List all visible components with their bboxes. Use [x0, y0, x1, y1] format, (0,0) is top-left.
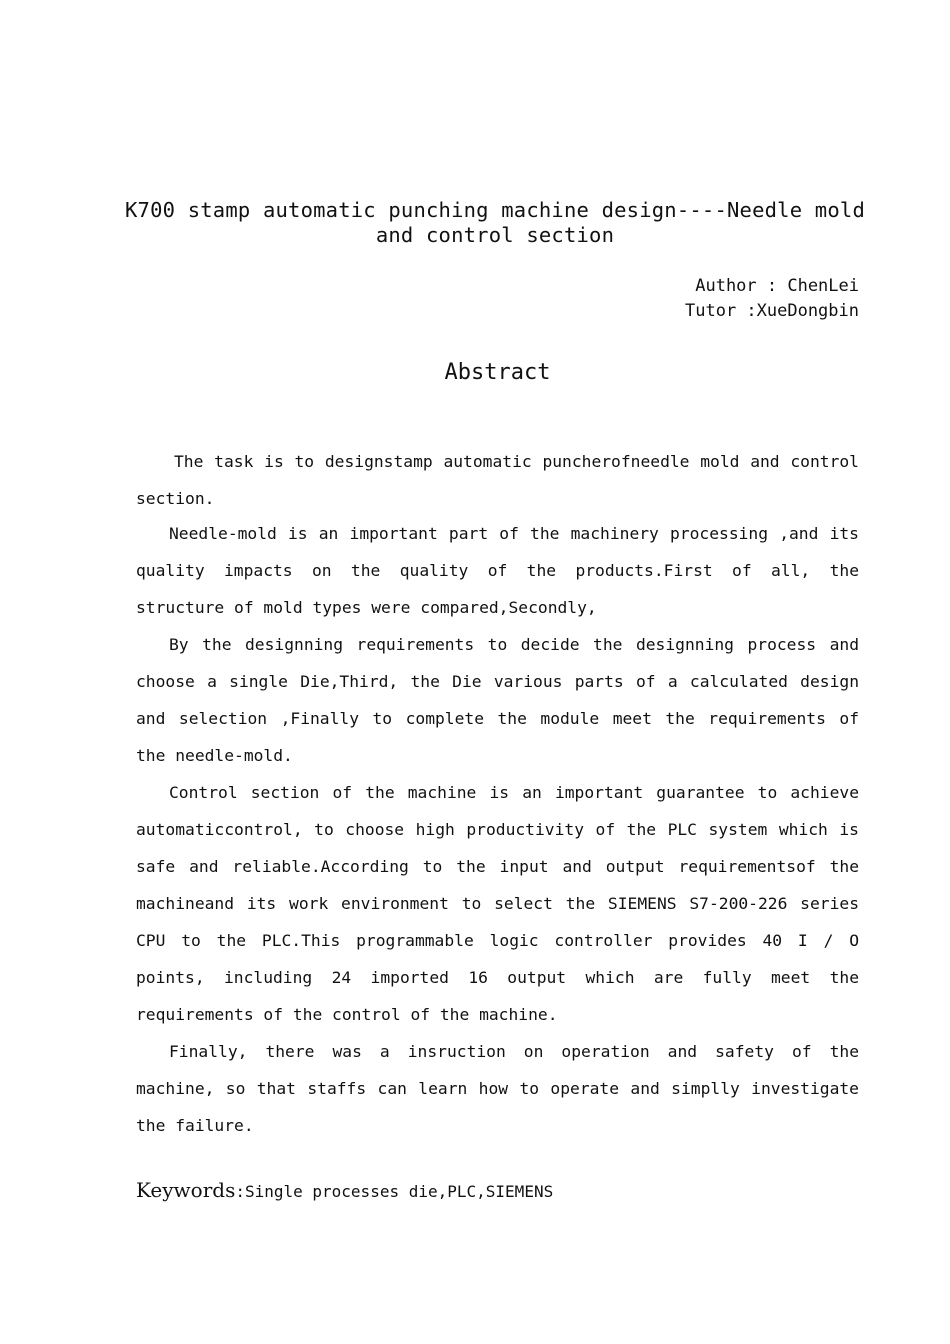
author-line: Author : ChenLei — [695, 276, 859, 296]
abstract-paragraph: By the designning requirements to decide the designning process and choose a single Die,Third, the Die various parts of a calculated design and selection ,Finally to complete the module meet the requirements of the needle-mold. — [136, 635, 859, 765]
title-line-1: K700 stamp automatic punching machine design----Needle mold — [125, 198, 865, 222]
abstract-heading: Abstract — [444, 360, 551, 385]
abstract-paragraph: The task is to designstamp automatic puncherofneedle mold and control section. — [136, 452, 859, 508]
title-line-2: and control section — [375, 223, 615, 247]
byline — [685, 274, 859, 324]
tutor-line: Tutor :XueDongbin — [685, 301, 859, 321]
abstract-paragraph: Finally, there was a insruction on operation and safety of the machine, so that staffs can learn how to operate and simplly investigate the failure. — [136, 1042, 859, 1135]
keywords-value: :Single processes die,PLC,SIEMENS — [235, 1182, 554, 1201]
keywords-label: Keywords — [136, 1178, 236, 1202]
abstract-body — [136, 443, 859, 1144]
abstract-paragraph: Control section of the machine is an important guarantee to achieve automaticcontrol, to choose high productivity of the PLC system which is safe and reliable.According to the input and output requirementsof the machineand its work environment to select the SIEMENS S7-200-226 series CPU to the PLC.This programmable logic controller provides 40 I / O points, including 24 imported 16 output which are fully meet the requirements of the control of the machine. — [136, 783, 859, 1024]
keywords-line — [136, 1176, 553, 1206]
document-title — [120, 198, 870, 248]
abstract-paragraph: Needle-mold is an important part of the machinery processing ,and its quality impacts on the quality of the products.First of all, the structure of mold types were compared,Secondly, — [136, 524, 859, 617]
